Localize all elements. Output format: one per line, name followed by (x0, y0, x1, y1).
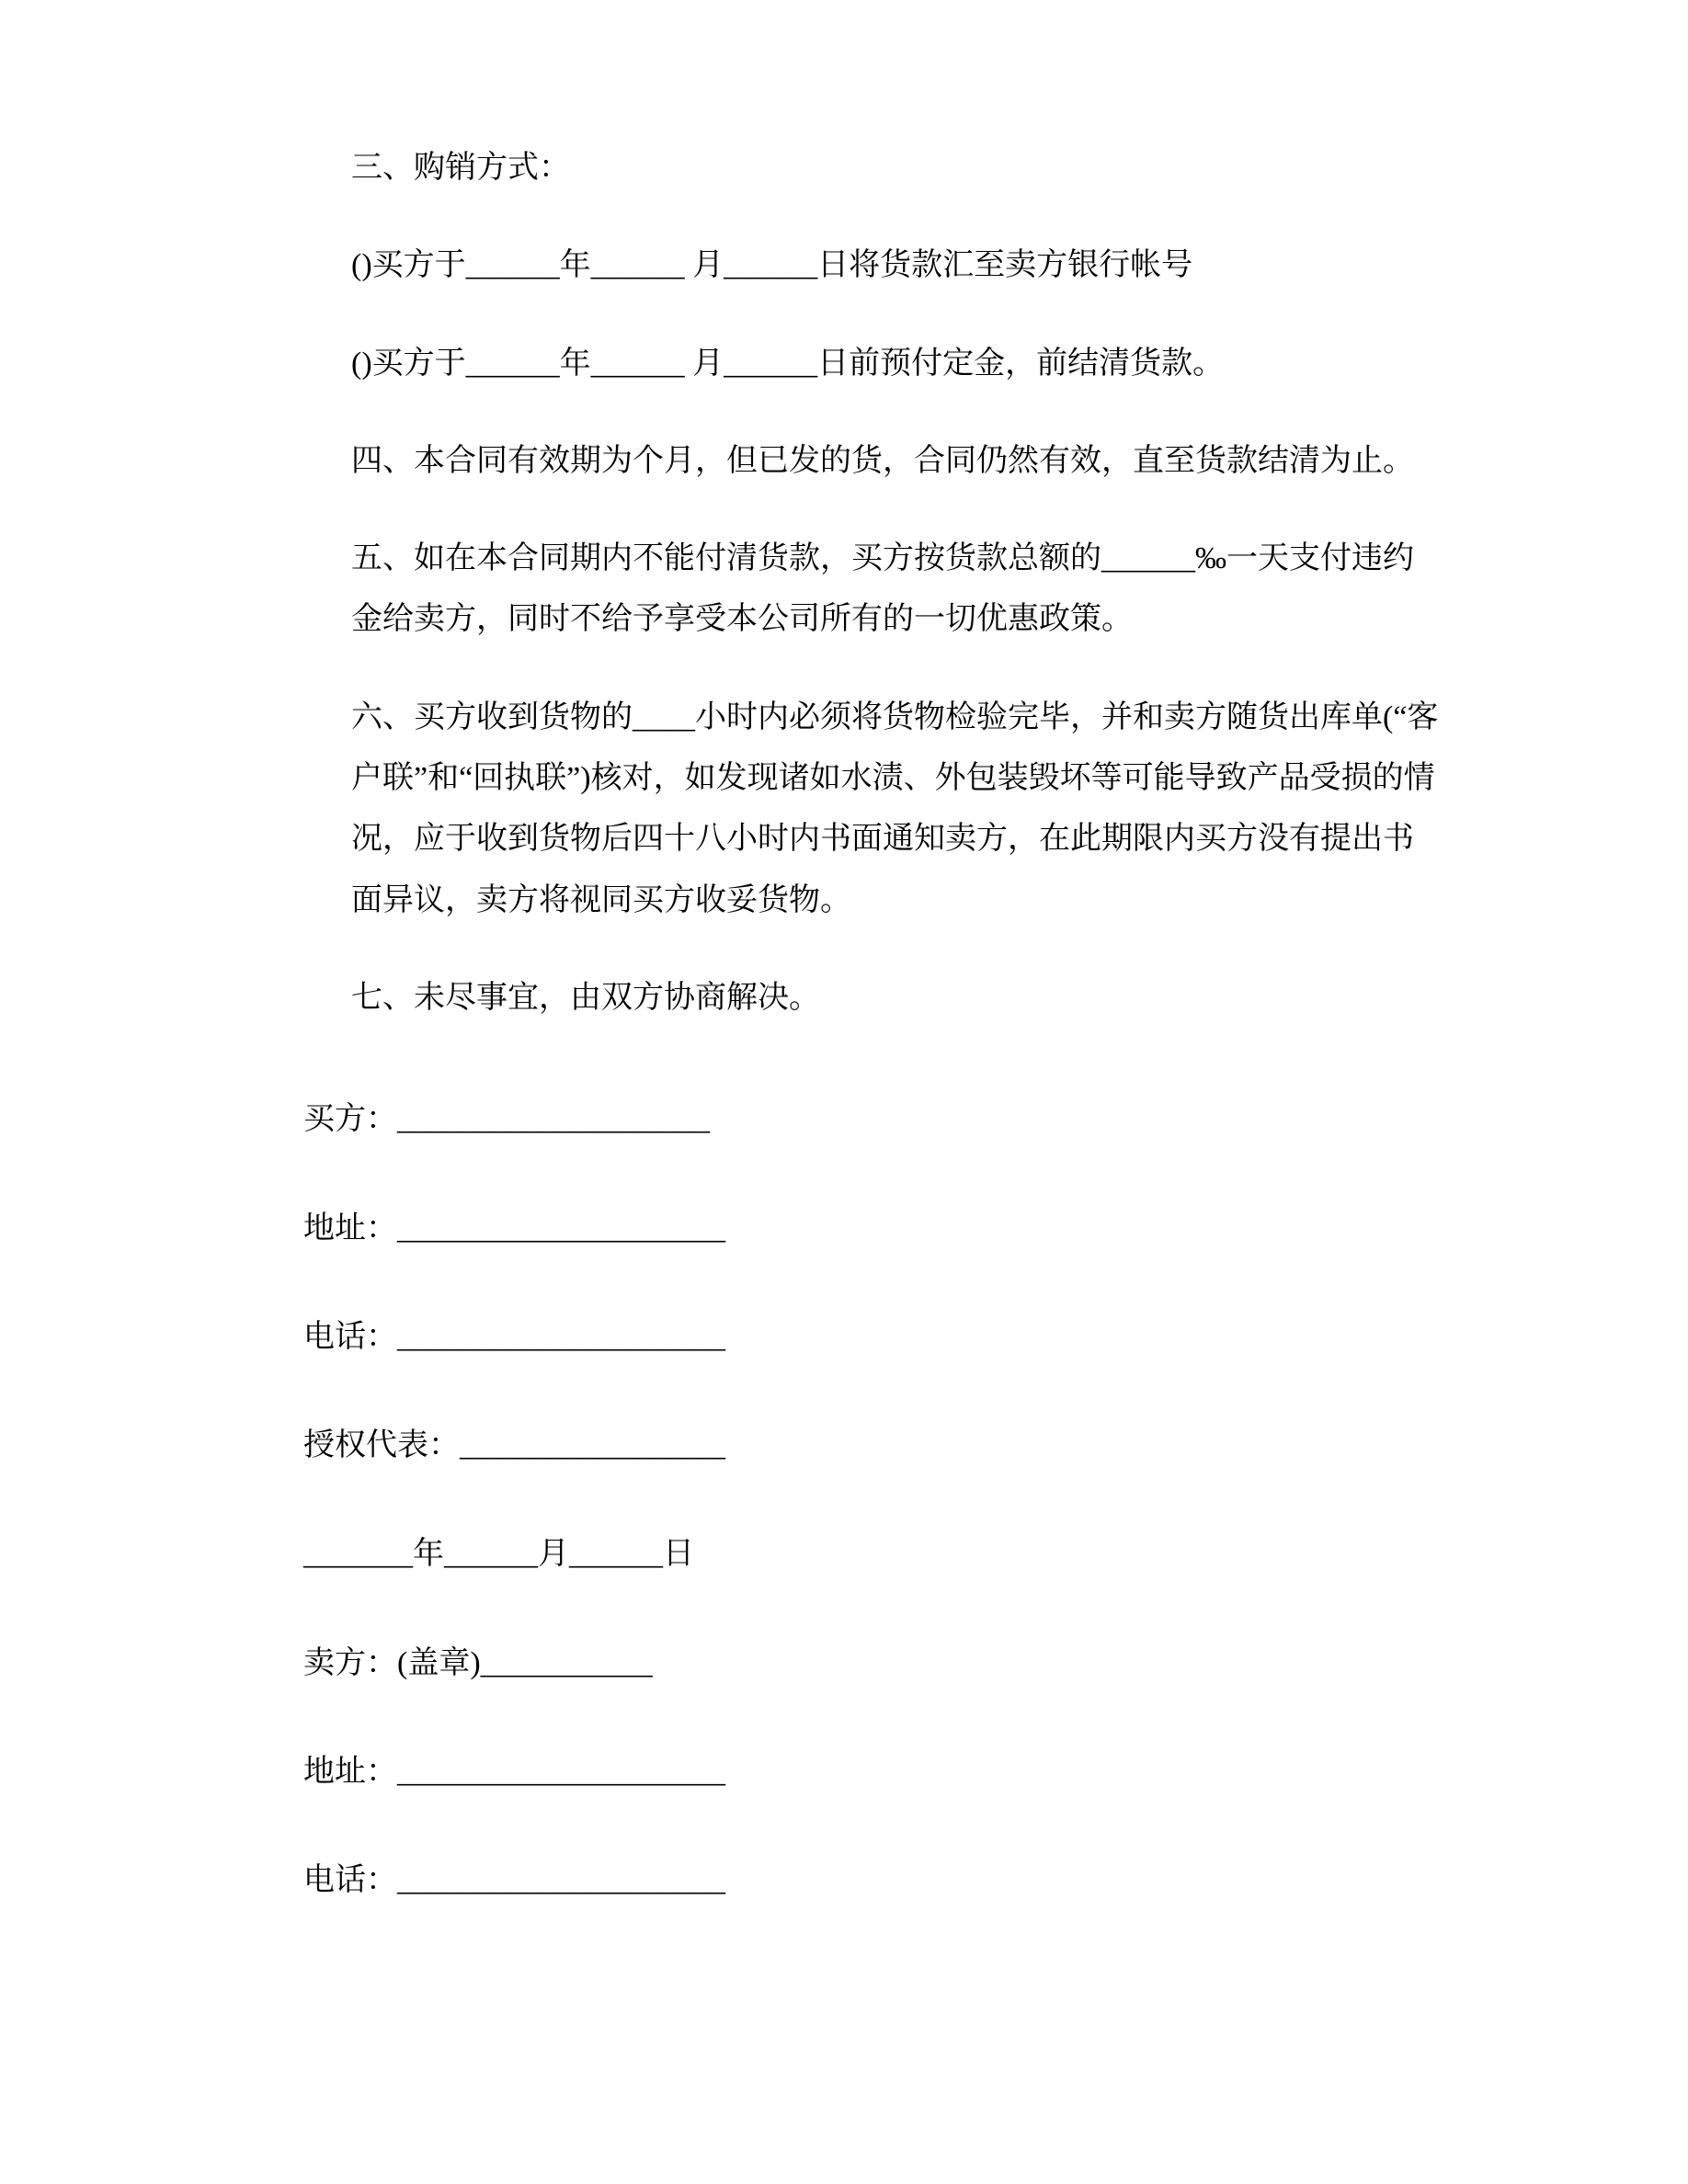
signature-spacer (303, 1065, 1440, 1089)
seller-address-line: 地址：_____________________ (303, 1755, 725, 1790)
buyer-representative-line: 授权代表：_________________ (303, 1428, 725, 1463)
buyer-date-line: _______年______月______日 (303, 1537, 694, 1572)
buyer-name-line: 买方：____________________ (303, 1102, 710, 1137)
document-body (303, 138, 1440, 1912)
section-six: 六、买方收到货物的____小时内必须将货物检验完毕，并和卖方随货出库单(“客户联”和“回执联”)核对，如发现诸如水渍、外包装毁坏等可能导致产品受损的情况，应于收到货物后四十八小时内书面通知卖方，在此期限内买方没有提出书面异议，卖方将视同买方收妥货物。 (351, 700, 1439, 917)
buyer-phone-line: 电话：_____________________ (303, 1319, 725, 1354)
seller-phone-line: 电话：_____________________ (303, 1863, 725, 1898)
section-three-item-one: ()买方于______年______ 月______日将货款汇至卖方银行帐号 (351, 248, 1193, 283)
section-five: 五、如在本合同期内不能付清货款，买方按货款总额的______‰一天支付违约金给卖方，同时不给予享受本公司所有的一切优惠政策。 (351, 541, 1414, 637)
section-three-item-two: ()买方于______年______ 月______日前预付定金，前结清货款。 (351, 346, 1225, 381)
section-heading-three: 三、购销方式： (351, 151, 570, 185)
section-four: 四、本合同有效期为个月，但已发的货，合同仍然有效，直至货款结清为止。 (351, 443, 1414, 478)
section-seven: 七、未尽事宜，由双方协商解决。 (351, 980, 820, 1015)
seller-name-line: 卖方：(盖章)___________ (303, 1645, 653, 1680)
buyer-address-line: 地址：_____________________ (303, 1211, 725, 1246)
